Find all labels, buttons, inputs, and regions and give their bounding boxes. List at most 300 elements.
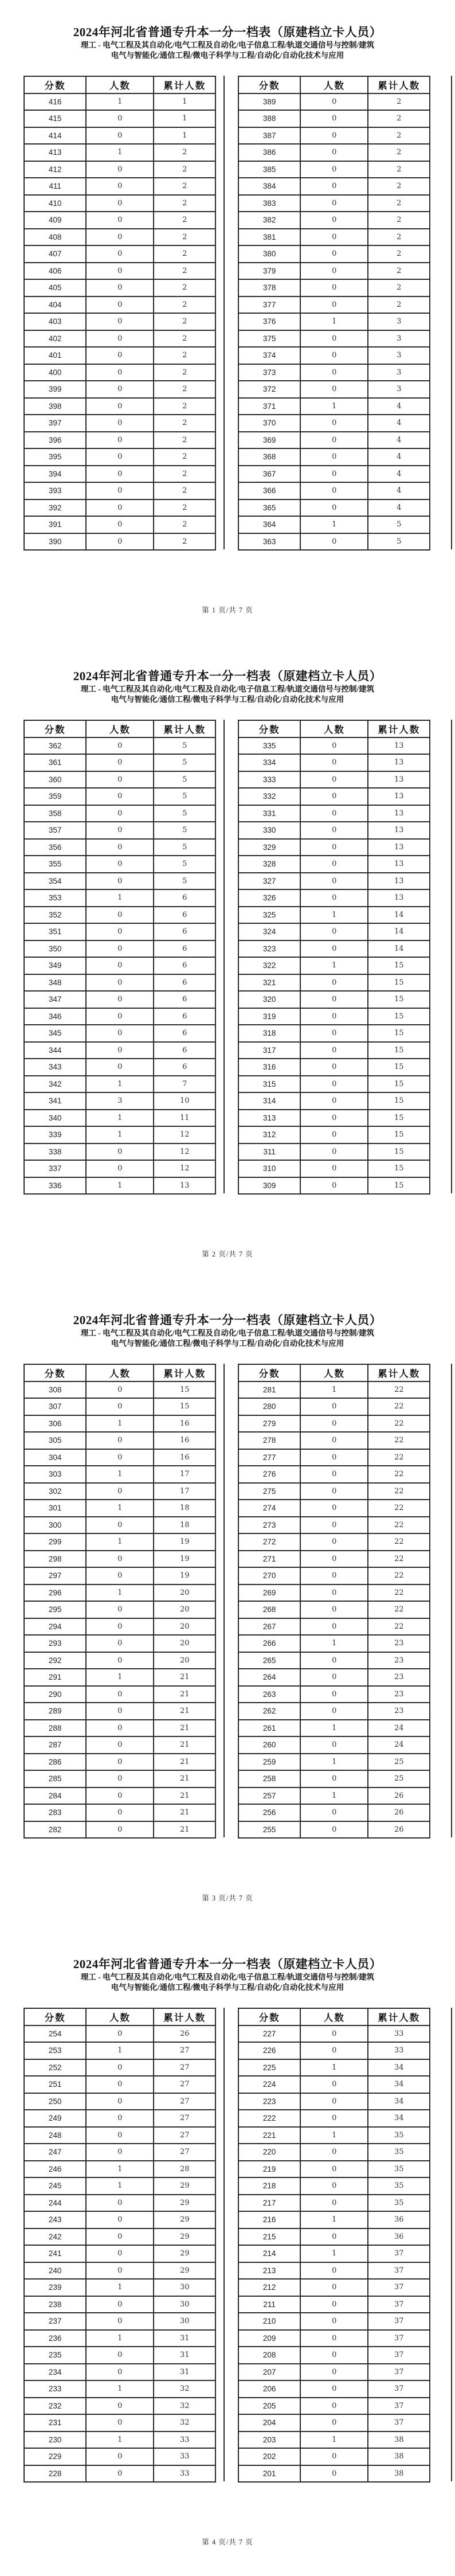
count-cell: 0: [300, 2448, 368, 2465]
count-cell: 0: [86, 1703, 154, 1720]
cumulative-cell: 2: [154, 448, 215, 466]
table-row: [238, 499, 430, 517]
score-cell: 288: [24, 1720, 86, 1737]
page-edge-rule: [451, 1364, 452, 1837]
score-cell: 327: [238, 873, 300, 890]
cumulative-cell: 15: [154, 1398, 215, 1415]
score-cell: 401: [24, 347, 86, 364]
cumulative-cell: 19: [154, 1533, 215, 1551]
table-row: [24, 1601, 215, 1618]
page-subtitle: [0, 40, 455, 61]
cumulative-cell: 27: [154, 2059, 215, 2077]
table-row: [238, 1025, 430, 1042]
score-cell: 356: [24, 839, 86, 856]
table-row: [238, 93, 430, 111]
table-row: [24, 1008, 215, 1025]
cumulative-cell: 32: [154, 2380, 215, 2398]
cumulative-cell: 29: [154, 2228, 215, 2246]
score-cell: 263: [238, 1686, 300, 1703]
score-cell: 273: [238, 1517, 300, 1534]
cumulative-cell: 2: [154, 466, 215, 483]
table-row: [238, 127, 430, 145]
score-cell: 239: [24, 2279, 86, 2296]
score-cell: 276: [238, 1466, 300, 1483]
count-cell: 0: [86, 2059, 154, 2077]
count-cell: 0: [86, 1381, 154, 1399]
count-cell: 0: [300, 839, 368, 856]
table-row: [24, 873, 215, 890]
score-cell: 235: [24, 2347, 86, 2364]
count-cell: 1: [300, 1381, 368, 1399]
cumulative-cell: 6: [154, 1059, 215, 1076]
page-title: 2024年河北省普通专升本一分一档表（原建档立卡人员）: [73, 1313, 382, 1327]
score-cell: 330: [238, 822, 300, 839]
count-cell: 3: [86, 1092, 154, 1110]
score-cell: 244: [24, 2195, 86, 2212]
cumulative-cell: 2: [154, 499, 215, 517]
cumulative-cell: 2: [368, 229, 430, 246]
table-row: [238, 737, 430, 755]
table-row: [24, 2093, 215, 2110]
cumulative-cell: 5: [154, 805, 215, 822]
score-table-left: [23, 1364, 216, 1839]
score-cell: 230: [24, 2431, 86, 2449]
cumulative-cell: 12: [154, 1143, 215, 1161]
cumulative-cell: 19: [154, 1551, 215, 1568]
score-cell: 280: [238, 1398, 300, 1415]
count-cell: 0: [300, 2177, 368, 2195]
cumulative-cell: 15: [368, 1092, 430, 1110]
score-cell: 281: [238, 1381, 300, 1399]
count-cell: 0: [86, 822, 154, 839]
score-cell: 314: [238, 1092, 300, 1110]
cumulative-cell: 4: [368, 448, 430, 466]
table-row: [24, 229, 215, 246]
cumulative-cell: 15: [368, 991, 430, 1008]
score-cell: 295: [24, 1601, 86, 1618]
cumulative-cell: 2: [368, 110, 430, 127]
count-cell: 0: [86, 482, 154, 499]
count-cell: 1: [86, 2161, 154, 2178]
count-cell: 0: [86, 245, 154, 263]
column-header-cumulative: 累计人数: [368, 76, 430, 93]
count-cell: 0: [300, 1076, 368, 1093]
table-row: [24, 1551, 215, 1568]
table-row: [24, 432, 215, 449]
count-cell: 0: [300, 1092, 368, 1110]
count-cell: 0: [86, 1635, 154, 1652]
table-row: [238, 347, 430, 364]
column-header-count: 人数: [86, 720, 154, 737]
column-header-score: 分数: [238, 2008, 300, 2025]
count-cell: 1: [86, 1584, 154, 1602]
score-cell: 279: [238, 1415, 300, 1433]
score-cell: 382: [238, 212, 300, 229]
page-footer: 第 4 页/共 7 页: [202, 2538, 253, 2546]
column-header-count: 人数: [86, 1364, 154, 1381]
cumulative-cell: 38: [368, 2448, 430, 2465]
count-cell: 0: [300, 889, 368, 907]
score-cell: 286: [24, 1754, 86, 1771]
cumulative-cell: 33: [368, 2042, 430, 2059]
table-row: [24, 2364, 215, 2381]
table-row: [238, 1381, 430, 1399]
score-cell: 217: [238, 2195, 300, 2212]
count-cell: 1: [86, 1500, 154, 1517]
score-cell: 407: [24, 245, 86, 263]
score-cell: 236: [24, 2330, 86, 2347]
score-cell: 251: [24, 2076, 86, 2093]
count-cell: 0: [86, 1618, 154, 1636]
score-cell: 285: [24, 1770, 86, 1787]
score-cell: 372: [238, 381, 300, 398]
score-cell: 348: [24, 974, 86, 992]
count-cell: 0: [86, 127, 154, 145]
score-cell: 232: [24, 2398, 86, 2415]
table-row: [24, 1804, 215, 1821]
count-cell: 0: [300, 771, 368, 789]
column-header-count: 人数: [300, 76, 368, 93]
cumulative-cell: 2: [154, 398, 215, 415]
cumulative-cell: 22: [368, 1584, 430, 1602]
table-row: [24, 195, 215, 212]
table-row: [24, 907, 215, 924]
score-cell: 243: [24, 2211, 86, 2228]
table-row: [24, 1483, 215, 1500]
score-cell: 409: [24, 212, 86, 229]
table-row: [24, 2144, 215, 2161]
score-cell: 233: [24, 2380, 86, 2398]
table-row: [24, 1635, 215, 1652]
cumulative-cell: 15: [368, 1143, 430, 1161]
score-cell: 221: [238, 2127, 300, 2144]
count-cell: 0: [86, 398, 154, 415]
cumulative-cell: 21: [154, 1754, 215, 1771]
count-cell: 0: [86, 907, 154, 924]
score-cell: 270: [238, 1567, 300, 1584]
cumulative-cell: 7: [154, 1076, 215, 1093]
cumulative-cell: 6: [154, 1025, 215, 1042]
cumulative-cell: 22: [368, 1500, 430, 1517]
cumulative-cell: 5: [154, 737, 215, 755]
table-row: [238, 533, 430, 551]
table-row: [24, 1517, 215, 1534]
score-cell: 413: [24, 144, 86, 161]
score-cell: 215: [238, 2228, 300, 2246]
cumulative-cell: 6: [154, 957, 215, 974]
page-edge-rule: [451, 76, 452, 549]
table-row: [24, 1686, 215, 1703]
table-row: [24, 856, 215, 873]
cumulative-cell: 26: [368, 1787, 430, 1805]
table-row: [24, 2398, 215, 2415]
page-title: 2024年河北省普通专升本一分一档表（原建档立卡人员）: [73, 1957, 382, 1971]
column-header-cumulative: 累计人数: [154, 76, 215, 93]
cumulative-cell: 3: [368, 313, 430, 330]
cumulative-cell: 2: [154, 212, 215, 229]
count-cell: 0: [300, 873, 368, 890]
cumulative-cell: 27: [154, 2076, 215, 2093]
header-row: [24, 720, 215, 737]
count-cell: 0: [86, 2144, 154, 2161]
count-cell: 0: [300, 1160, 368, 1177]
cumulative-cell: 2: [368, 296, 430, 314]
cumulative-cell: 13: [368, 856, 430, 873]
table-row: [238, 1092, 430, 1110]
table-row: [24, 364, 215, 381]
score-cell: 392: [24, 499, 86, 517]
score-cell: 412: [24, 161, 86, 178]
score-cell: 317: [238, 1042, 300, 1059]
score-cell: 363: [238, 533, 300, 551]
cumulative-cell: 2: [368, 178, 430, 195]
table-row: [238, 1042, 430, 1059]
cumulative-cell: 3: [368, 364, 430, 381]
cumulative-cell: 29: [154, 2177, 215, 2195]
count-cell: 0: [300, 923, 368, 940]
cumulative-cell: 34: [368, 2110, 430, 2127]
table-divider-rule: [223, 1364, 225, 1837]
table-row: [24, 805, 215, 822]
cumulative-cell: 2: [368, 195, 430, 212]
score-table-right: [238, 1364, 430, 1839]
cumulative-cell: 2: [154, 279, 215, 296]
score-cell: 256: [238, 1804, 300, 1821]
table-row: [238, 415, 430, 432]
table-row: [238, 1126, 430, 1143]
cumulative-cell: 11: [154, 1110, 215, 1127]
score-cell: 252: [24, 2059, 86, 2077]
cumulative-cell: 31: [154, 2364, 215, 2381]
count-cell: 0: [300, 279, 368, 296]
score-cell: 305: [24, 1432, 86, 1449]
cumulative-cell: 21: [154, 1686, 215, 1703]
count-cell: 0: [300, 432, 368, 449]
cumulative-cell: 2: [368, 144, 430, 161]
count-cell: 1: [86, 1669, 154, 1686]
cumulative-cell: 21: [154, 1669, 215, 1686]
table-row: [238, 1143, 430, 1161]
cumulative-cell: 4: [368, 432, 430, 449]
cumulative-cell: 4: [368, 482, 430, 499]
table-row: [24, 1381, 215, 1399]
table-row: [238, 805, 430, 822]
count-cell: 1: [300, 957, 368, 974]
count-cell: 0: [86, 2245, 154, 2262]
cumulative-cell: 35: [368, 2177, 430, 2195]
cumulative-cell: 27: [154, 2042, 215, 2059]
score-cell: 216: [238, 2211, 300, 2228]
score-table-left: [23, 720, 216, 1195]
table-row: [238, 889, 430, 907]
score-table-left: [23, 2008, 216, 2483]
cumulative-cell: 22: [368, 1449, 430, 1466]
count-cell: 0: [300, 1126, 368, 1143]
score-cell: 415: [24, 110, 86, 127]
score-cell: 369: [238, 432, 300, 449]
score-cell: 375: [238, 330, 300, 348]
count-cell: 0: [86, 229, 154, 246]
cumulative-cell: 13: [154, 1177, 215, 1195]
count-cell: 1: [86, 2330, 154, 2347]
table-row: [24, 279, 215, 296]
count-cell: 0: [86, 2296, 154, 2313]
table-row: [238, 2161, 430, 2178]
count-cell: 0: [300, 2347, 368, 2364]
count-cell: 0: [86, 2364, 154, 2381]
count-cell: 0: [300, 1567, 368, 1584]
cumulative-cell: 21: [154, 1720, 215, 1737]
score-cell: 290: [24, 1686, 86, 1703]
cumulative-cell: 2: [154, 364, 215, 381]
score-table-left: [23, 76, 216, 551]
subtitle-line-2: 电气与智能化/通信工程/微电子科学与工程/自动化/自动化技术与应用: [111, 51, 344, 60]
count-cell: 1: [300, 1720, 368, 1737]
header-row: [24, 2008, 215, 2025]
count-cell: 1: [300, 2211, 368, 2228]
table-row: [238, 2279, 430, 2296]
cumulative-cell: 5: [368, 533, 430, 551]
score-cell: 416: [24, 93, 86, 111]
score-cell: 334: [238, 754, 300, 771]
column-header-count: 人数: [300, 720, 368, 737]
count-cell: 1: [300, 1635, 368, 1652]
count-cell: 0: [300, 856, 368, 873]
score-cell: 211: [238, 2296, 300, 2313]
page-title: 2024年河北省普通专升本一分一档表（原建档立卡人员）: [73, 669, 382, 683]
count-cell: 0: [300, 2465, 368, 2483]
score-cell: 229: [24, 2448, 86, 2465]
count-cell: 0: [86, 1804, 154, 1821]
table-row: [238, 313, 430, 330]
table-row: [24, 771, 215, 789]
count-cell: 1: [300, 1787, 368, 1805]
table-row: [24, 93, 215, 111]
count-cell: 0: [86, 2262, 154, 2280]
count-cell: 0: [86, 2076, 154, 2093]
table-row: [24, 1652, 215, 1669]
cumulative-cell: 2: [154, 432, 215, 449]
table-row: [238, 1059, 430, 1076]
table-row: [238, 2465, 430, 2483]
count-cell: 1: [86, 1415, 154, 1433]
table-row: [238, 2059, 430, 2077]
page-title: 2024年河北省普通专升本一分一档表（原建档立卡人员）: [73, 25, 382, 39]
count-cell: 0: [86, 381, 154, 398]
cumulative-cell: 6: [154, 1042, 215, 1059]
cumulative-cell: 33: [154, 2431, 215, 2449]
score-cell: 390: [24, 533, 86, 551]
cumulative-cell: 6: [154, 991, 215, 1008]
cumulative-cell: 22: [368, 1517, 430, 1534]
page-3: [0, 1288, 455, 1932]
score-cell: 219: [238, 2161, 300, 2178]
score-cell: 370: [238, 415, 300, 432]
column-header-score: 分数: [238, 76, 300, 93]
score-cell: 304: [24, 1449, 86, 1466]
score-cell: 331: [238, 805, 300, 822]
score-cell: 333: [238, 771, 300, 789]
count-cell: 0: [86, 364, 154, 381]
count-cell: 0: [300, 2380, 368, 2398]
table-row: [24, 415, 215, 432]
score-cell: 399: [24, 381, 86, 398]
table-row: [238, 1736, 430, 1754]
count-cell: 1: [86, 2380, 154, 2398]
count-cell: 0: [300, 1042, 368, 1059]
count-cell: 0: [300, 2414, 368, 2431]
count-cell: 0: [300, 1517, 368, 1534]
score-cell: 410: [24, 195, 86, 212]
table-row: [238, 1686, 430, 1703]
count-cell: 1: [86, 144, 154, 161]
score-cell: 321: [238, 974, 300, 992]
count-cell: 0: [86, 212, 154, 229]
score-cell: 373: [238, 364, 300, 381]
table-row: [24, 2025, 215, 2043]
count-cell: 0: [86, 2448, 154, 2465]
page-footer: 第 2 页/共 7 页: [202, 1250, 253, 1258]
table-row: [238, 957, 430, 974]
score-cell: 313: [238, 1110, 300, 1127]
score-cell: 203: [238, 2431, 300, 2449]
score-cell: 300: [24, 1517, 86, 1534]
cumulative-cell: 13: [368, 839, 430, 856]
cumulative-cell: 5: [154, 771, 215, 789]
count-cell: 0: [300, 2093, 368, 2110]
score-cell: 297: [24, 1567, 86, 1584]
table-row: [238, 1821, 430, 1839]
page-edge-rule: [451, 2008, 452, 2481]
table-row: [238, 2177, 430, 2195]
score-table-right: [238, 720, 430, 1195]
score-cell: 396: [24, 432, 86, 449]
table-row: [24, 1567, 215, 1584]
table-row: [24, 1500, 215, 1517]
count-cell: 0: [300, 245, 368, 263]
count-cell: 0: [300, 415, 368, 432]
cumulative-cell: 30: [154, 2279, 215, 2296]
cumulative-cell: 32: [154, 2414, 215, 2431]
count-cell: 0: [300, 1551, 368, 1568]
count-cell: 0: [86, 1720, 154, 1737]
cumulative-cell: 2: [154, 245, 215, 263]
cumulative-cell: 15: [368, 1110, 430, 1127]
score-cell: 220: [238, 2144, 300, 2161]
cumulative-cell: 15: [154, 1381, 215, 1399]
count-cell: 0: [300, 499, 368, 517]
score-cell: 303: [24, 1466, 86, 1483]
score-cell: 364: [238, 516, 300, 533]
count-cell: 0: [86, 330, 154, 348]
count-cell: 0: [86, 1770, 154, 1787]
table-row: [24, 2262, 215, 2280]
cumulative-cell: 13: [368, 805, 430, 822]
score-table-right: [238, 2008, 430, 2483]
count-cell: 0: [300, 330, 368, 348]
score-cell: 324: [238, 923, 300, 940]
cumulative-cell: 37: [368, 2330, 430, 2347]
table-row: [238, 754, 430, 771]
cumulative-cell: 23: [368, 1652, 430, 1669]
cumulative-cell: 22: [368, 1567, 430, 1584]
score-cell: 292: [24, 1652, 86, 1669]
count-cell: 0: [86, 516, 154, 533]
table-row: [24, 889, 215, 907]
count-cell: 0: [300, 110, 368, 127]
table-row: [238, 2025, 430, 2043]
table-row: [24, 2330, 215, 2347]
